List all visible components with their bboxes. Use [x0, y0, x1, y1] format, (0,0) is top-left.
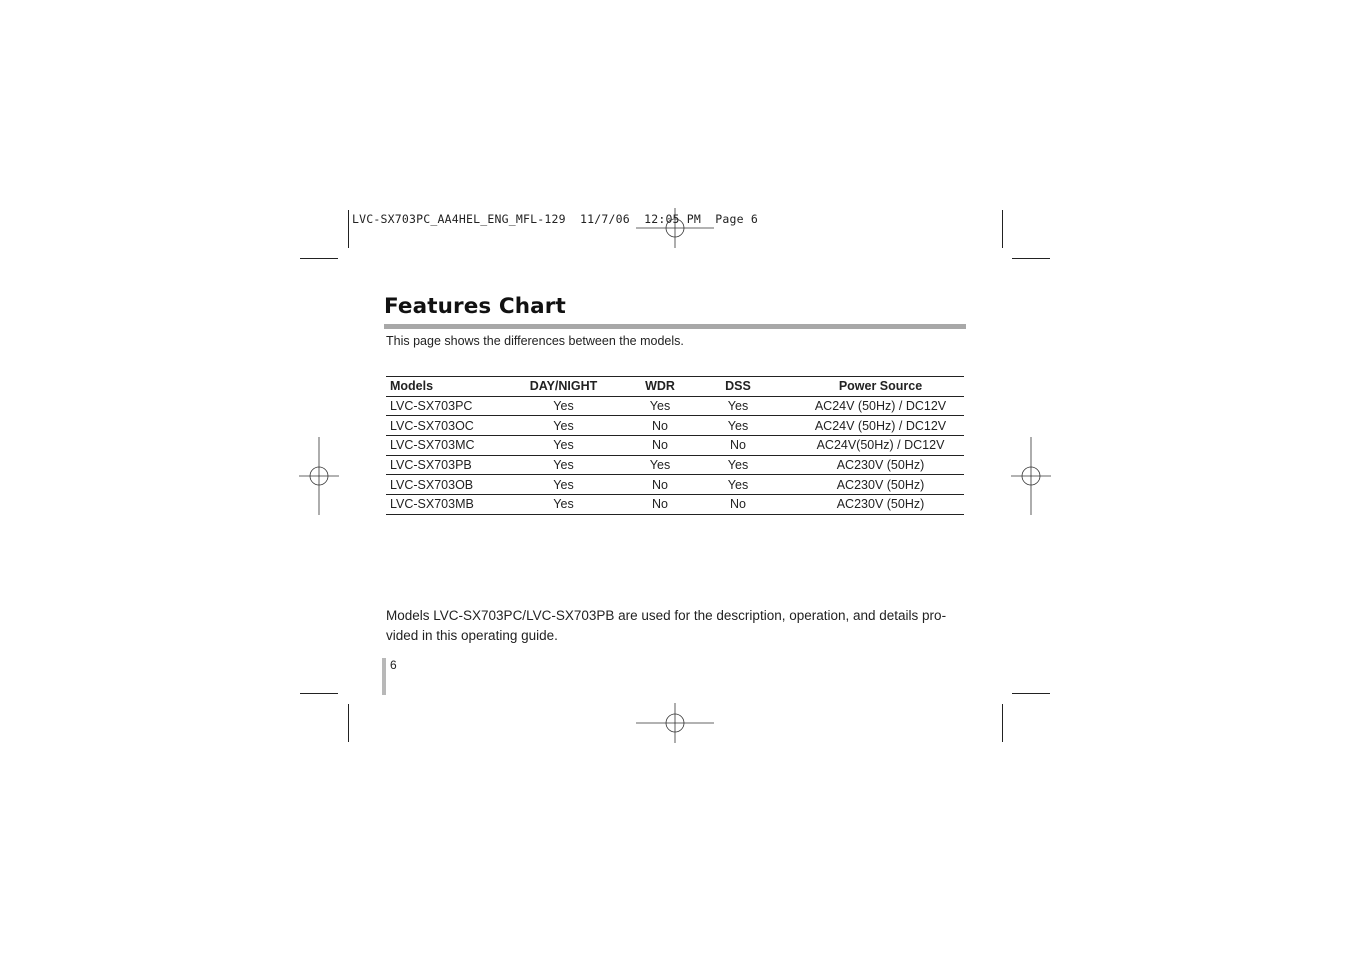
cell-wdr: No: [641, 495, 679, 515]
header-day-night: DAY/NIGHT: [486, 377, 641, 397]
registration-mark-top: [636, 208, 714, 248]
cell-power-source: AC24V (50Hz) / DC12V: [797, 416, 964, 436]
cell-day-night: Yes: [486, 396, 641, 416]
table-header-row: [386, 377, 964, 397]
crop-mark-bottom-left-horizontal: [300, 693, 338, 694]
cell-day-night: Yes: [486, 475, 641, 495]
crop-mark-top-right-horizontal: [1012, 258, 1050, 259]
table-row: [386, 396, 964, 416]
cell-power-source: AC24V (50Hz) / DC12V: [797, 396, 964, 416]
cell-day-night: Yes: [486, 436, 641, 456]
cell-model: LVC-SX703PB: [386, 455, 486, 475]
cell-power-source: AC230V (50Hz): [797, 455, 964, 475]
table-row: [386, 455, 964, 475]
crop-mark-top-left-vertical: [348, 210, 349, 248]
cell-wdr: Yes: [641, 396, 679, 416]
cell-power-source: AC230V (50Hz): [797, 495, 964, 515]
header-power-source: Power Source: [797, 377, 964, 397]
crop-mark-bottom-right-vertical: [1002, 704, 1003, 742]
cell-wdr: No: [641, 436, 679, 456]
cell-dss: No: [679, 436, 797, 456]
table-row: [386, 475, 964, 495]
crop-mark-bottom-right-horizontal: [1012, 693, 1050, 694]
print-slug-line: LVC-SX703PC_AA4HEL_ENG_MFL-129 11/7/06 12:05 PM Page 6: [352, 212, 759, 226]
page-number: 6: [390, 658, 397, 672]
header-wdr: WDR: [641, 377, 679, 397]
cell-wdr: Yes: [641, 455, 679, 475]
models-note: Models LVC-SX703PC/LVC-SX703PB are used for the description, operation, and details pro-vided in this operating guide.: [386, 608, 947, 643]
cell-day-night: Yes: [486, 455, 641, 475]
cell-wdr: No: [641, 416, 679, 436]
crop-mark-top-right-vertical: [1002, 210, 1003, 248]
table-row: [386, 416, 964, 436]
crop-mark-top-left-horizontal: [300, 258, 338, 259]
cell-model: LVC-SX703MC: [386, 436, 486, 456]
cell-dss: Yes: [679, 416, 797, 436]
cell-wdr: No: [641, 475, 679, 495]
cell-model: LVC-SX703PC: [386, 396, 486, 416]
cell-model: LVC-SX703MB: [386, 495, 486, 515]
registration-mark-left: [299, 437, 339, 515]
cell-day-night: Yes: [486, 495, 641, 515]
cell-model: LVC-SX703OB: [386, 475, 486, 495]
cell-model: LVC-SX703OC: [386, 416, 486, 436]
registration-mark-bottom: [636, 703, 714, 743]
cell-dss: Yes: [679, 396, 797, 416]
features-table: [386, 376, 964, 515]
header-dss: DSS: [679, 377, 797, 397]
table-row: [386, 495, 964, 515]
page-title: Features Chart: [384, 294, 566, 319]
cell-dss: No: [679, 495, 797, 515]
intro-text: This page shows the differences between the models.: [386, 334, 684, 348]
crop-mark-bottom-left-vertical: [348, 704, 349, 742]
cell-power-source: AC230V (50Hz): [797, 475, 964, 495]
cell-day-night: Yes: [486, 416, 641, 436]
page-number-bar: [382, 658, 386, 695]
cell-dss: Yes: [679, 475, 797, 495]
header-models: Models: [386, 377, 486, 397]
cell-power-source: AC24V(50Hz) / DC12V: [797, 436, 964, 456]
table-row: [386, 436, 964, 456]
cell-dss: Yes: [679, 455, 797, 475]
registration-mark-right: [1011, 437, 1051, 515]
title-underline-rule: [384, 324, 966, 329]
